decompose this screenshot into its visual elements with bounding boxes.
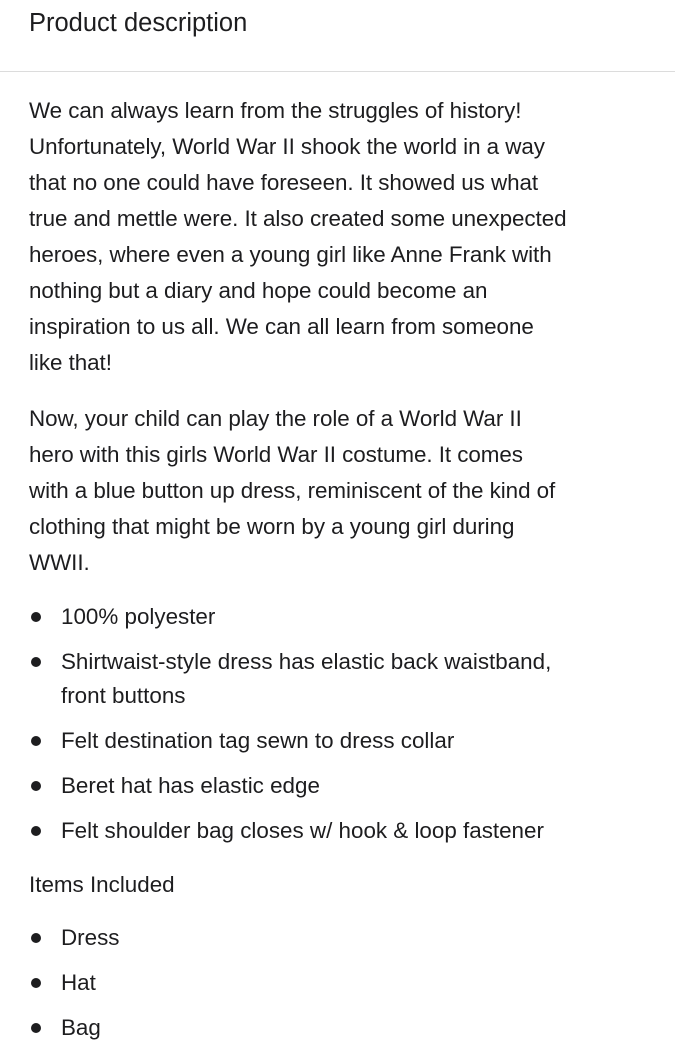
product-description-body bbox=[29, 93, 669, 1045]
paragraph-line: like that! bbox=[29, 350, 112, 375]
feature-item bbox=[29, 769, 669, 803]
paragraph-line: WWII. bbox=[29, 550, 90, 575]
description-paragraph-costume bbox=[29, 401, 669, 581]
section-header bbox=[0, 0, 675, 72]
feature-text: Shirtwaist-style dress has elastic back waistband, bbox=[61, 649, 552, 674]
bullet-icon bbox=[31, 1023, 41, 1033]
included-item-text: Dress bbox=[61, 925, 120, 950]
feature-text: Beret hat has elastic edge bbox=[61, 773, 320, 798]
paragraph-line: true and mettle were. It also created some unexpected bbox=[29, 206, 567, 231]
feature-item bbox=[29, 724, 669, 758]
feature-item bbox=[29, 645, 669, 713]
paragraph-line: that no one could have foreseen. It showed us what bbox=[29, 170, 539, 195]
bullet-icon bbox=[31, 736, 41, 746]
paragraph-line: inspiration to us all. We can all learn from someone bbox=[29, 314, 534, 339]
paragraph-line: nothing but a diary and hope could become an bbox=[29, 278, 488, 303]
bullet-icon bbox=[31, 978, 41, 988]
section-title: Product description bbox=[29, 9, 248, 37]
paragraph-line: Now, your child can play the role of a World War II bbox=[29, 406, 522, 431]
feature-text: Felt destination tag sewn to dress collar bbox=[61, 728, 455, 753]
feature-text: Felt shoulder bag closes w/ hook & loop fastener bbox=[61, 818, 544, 843]
included-items-list bbox=[29, 921, 669, 1045]
paragraph-line: with a blue button up dress, reminiscent of the kind of bbox=[29, 478, 556, 503]
bullet-icon bbox=[31, 826, 41, 836]
included-item bbox=[29, 921, 669, 955]
paragraph-line: heroes, where even a young girl like Anne Frank with bbox=[29, 242, 552, 267]
included-item bbox=[29, 966, 669, 1000]
bullet-icon bbox=[31, 933, 41, 943]
paragraph-line: clothing that might be worn by a young girl during bbox=[29, 514, 515, 539]
feature-list bbox=[29, 600, 669, 848]
bullet-icon bbox=[31, 612, 41, 622]
included-item-text: Bag bbox=[61, 1015, 101, 1040]
included-item bbox=[29, 1011, 669, 1045]
paragraph-line: Unfortunately, World War II shook the world in a way bbox=[29, 134, 545, 159]
feature-item bbox=[29, 600, 669, 634]
feature-text: 100% polyester bbox=[61, 604, 216, 629]
feature-item bbox=[29, 814, 669, 848]
paragraph-line: hero with this girls World War II costume. It comes bbox=[29, 442, 523, 467]
paragraph-line: We can always learn from the struggles of history! bbox=[29, 98, 522, 123]
items-included-heading: Items Included bbox=[29, 872, 175, 897]
included-item-text: Hat bbox=[61, 970, 96, 995]
description-paragraph-intro bbox=[29, 93, 669, 381]
bullet-icon bbox=[31, 781, 41, 791]
feature-text: front buttons bbox=[61, 683, 186, 708]
bullet-icon bbox=[31, 657, 41, 667]
